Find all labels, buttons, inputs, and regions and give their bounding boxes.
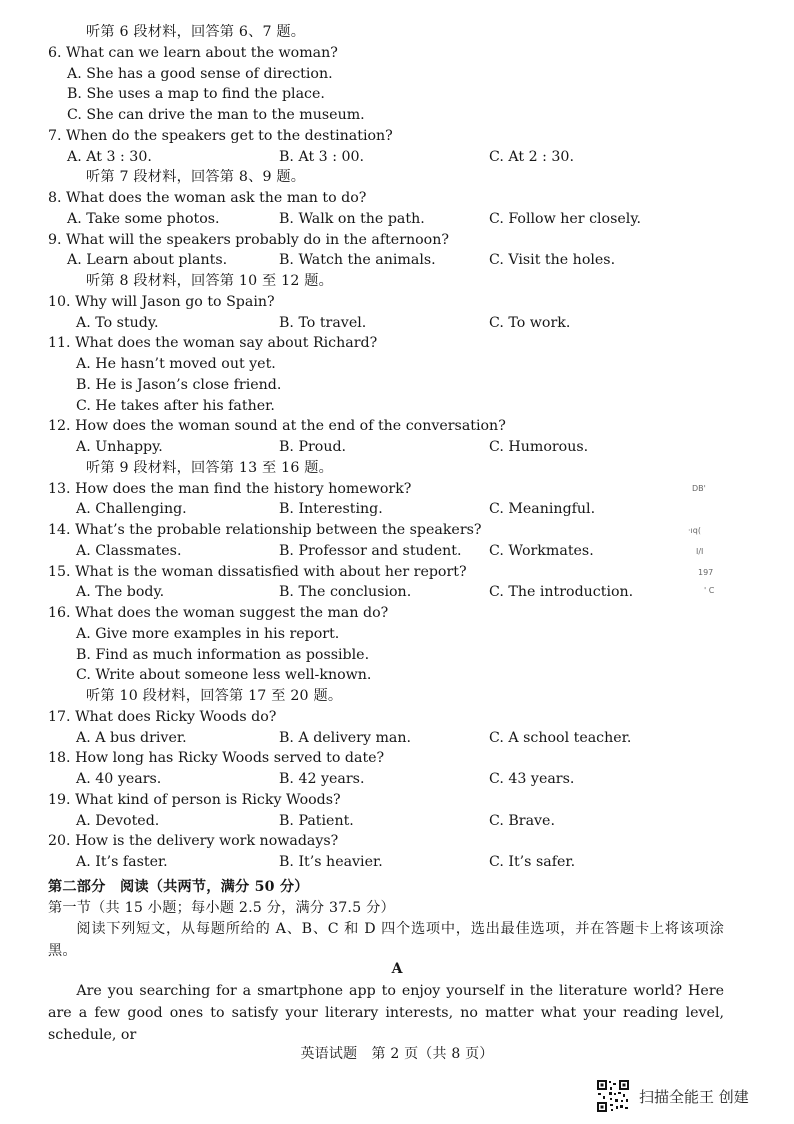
answer-option-b: B. The conclusion. bbox=[279, 584, 412, 600]
page-footer: 英语试题 第 2 页（共 8 页） bbox=[300, 1046, 494, 1062]
answer-option-a: A. Challenging. bbox=[76, 501, 187, 517]
answer-option: A. She has a good sense of direction. bbox=[67, 66, 333, 82]
answer-option-b: B. Interesting. bbox=[279, 501, 383, 517]
answer-option-c: C. A school teacher. bbox=[489, 730, 632, 746]
passage-text: Are you searching for a smartphone app to enjoy yourself in the literature world? Here are a few good ones to satisfy your literary interests, no matter what your reading level, schedule, or bbox=[48, 983, 724, 1043]
question-stem: 8. What does the woman ask the man to do? bbox=[48, 190, 367, 206]
answer-option-c: C. Brave. bbox=[489, 813, 555, 829]
answer-option-a: A. Devoted. bbox=[76, 813, 160, 829]
answer-option-a: A. It’s faster. bbox=[76, 854, 168, 870]
answer-option: A. Give more examples in his report. bbox=[76, 626, 340, 642]
answer-option-b: B. Watch the animals. bbox=[279, 252, 436, 268]
answer-option-a: A. 40 years. bbox=[76, 771, 162, 787]
section-one-title: 第一节（共 15 小题；每小题 2.5 分，满分 37.5 分） bbox=[48, 900, 395, 916]
passage-label: A bbox=[391, 961, 403, 977]
answer-option-b: B. Walk on the path. bbox=[279, 211, 425, 227]
question-stem: 7. When do the speakers get to the destination? bbox=[48, 128, 393, 144]
answer-option: A. He hasn’t moved out yet. bbox=[76, 356, 276, 372]
question-stem: 20. How is the delivery work nowadays? bbox=[48, 833, 339, 849]
question-stem: 9. What will the speakers probably do in the afternoon? bbox=[48, 232, 449, 248]
margin-mark: ·ıq( bbox=[688, 526, 701, 535]
answer-option-c: C. At 2 : 30. bbox=[489, 149, 574, 165]
answer-option-b: B. Proud. bbox=[279, 439, 347, 455]
section-instruction: 听第 10 段材料，回答第 17 至 20 题。 bbox=[86, 688, 343, 704]
scanner-label: 扫描全能王 创建 bbox=[639, 1087, 749, 1106]
answer-option-a: A. The body. bbox=[76, 584, 165, 600]
answer-option-b: B. A delivery man. bbox=[279, 730, 412, 746]
section-instruction: 听第 9 段材料，回答第 13 至 16 题。 bbox=[86, 460, 334, 476]
answer-option-b: B. At 3 : 00. bbox=[279, 149, 365, 165]
answer-option-c: C. To work. bbox=[489, 315, 571, 331]
section-instruction: 听第 8 段材料，回答第 10 至 12 题。 bbox=[86, 273, 334, 289]
question-stem: 11. What does the woman say about Richard? bbox=[48, 335, 378, 351]
margin-mark: ' C bbox=[704, 586, 715, 595]
answer-option-a: A. A bus driver. bbox=[76, 730, 187, 746]
question-stem: 18. How long has Ricky Woods served to date? bbox=[48, 750, 385, 766]
question-stem: 19. What kind of person is Ricky Woods? bbox=[48, 792, 341, 808]
reading-instruction: 阅读下列短文，从每题所给的 A、B、C 和 D 四个选项中，选出最佳选项，并在答题卡上将该项涂黑。 bbox=[48, 921, 724, 959]
answer-option-c: C. It’s safer. bbox=[489, 854, 576, 870]
answer-option-c: C. The introduction. bbox=[489, 584, 634, 600]
answer-option-c: C. Workmates. bbox=[489, 543, 594, 559]
answer-option-c: C. Visit the holes. bbox=[489, 252, 616, 268]
margin-mark: 197 bbox=[698, 568, 714, 577]
margin-mark: DB' bbox=[692, 484, 706, 493]
answer-option: C. Write about someone less well-known. bbox=[76, 667, 372, 683]
answer-option: C. She can drive the man to the museum. bbox=[67, 107, 365, 123]
question-stem: 12. How does the woman sound at the end of the conversation? bbox=[48, 418, 506, 434]
answer-option-b: B. Professor and student. bbox=[279, 543, 462, 559]
answer-option-a: A. At 3 : 30. bbox=[67, 149, 152, 165]
section-instruction: 听第 7 段材料，回答第 8、9 题。 bbox=[86, 169, 306, 185]
question-stem: 10. Why will Jason go to Spain? bbox=[48, 294, 275, 310]
answer-option-a: A. Take some photos. bbox=[67, 211, 220, 227]
answer-option-a: A. Unhappy. bbox=[76, 439, 163, 455]
section-instruction: 听第 6 段材料，回答第 6、7 题。 bbox=[86, 24, 306, 40]
question-stem: 14. What’s the probable relationship between the speakers? bbox=[48, 522, 482, 538]
question-stem: 15. What is the woman dissatisfied with about her report? bbox=[48, 564, 467, 580]
answer-option-c: C. Humorous. bbox=[489, 439, 589, 455]
question-stem: 6. What can we learn about the woman? bbox=[48, 45, 338, 61]
answer-option-b: B. Patient. bbox=[279, 813, 354, 829]
answer-option-a: A. To study. bbox=[76, 315, 159, 331]
question-stem: 13. How does the man find the history homework? bbox=[48, 481, 412, 497]
answer-option-a: A. Learn about plants. bbox=[67, 252, 228, 268]
qr-code-icon bbox=[596, 1079, 630, 1113]
answer-option-c: C. 43 years. bbox=[489, 771, 575, 787]
answer-option-c: C. Follow her closely. bbox=[489, 211, 641, 227]
answer-option: B. He is Jason’s close friend. bbox=[76, 377, 282, 393]
answer-option: B. Find as much information as possible. bbox=[76, 647, 370, 663]
answer-option-a: A. Classmates. bbox=[76, 543, 182, 559]
answer-option: B. She uses a map to find the place. bbox=[67, 86, 325, 102]
scanner-watermark bbox=[596, 1078, 749, 1114]
answer-option-b: B. To travel. bbox=[279, 315, 367, 331]
answer-option-b: B. It’s heavier. bbox=[279, 854, 383, 870]
question-stem: 16. What does the woman suggest the man do? bbox=[48, 605, 389, 621]
question-stem: 17. What does Ricky Woods do? bbox=[48, 709, 277, 725]
answer-option: C. He takes after his father. bbox=[76, 398, 275, 414]
answer-option-c: C. Meaningful. bbox=[489, 501, 596, 517]
answer-option-b: B. 42 years. bbox=[279, 771, 365, 787]
part-two-title: 第二部分 阅读（共两节，满分 50 分） bbox=[48, 879, 309, 895]
margin-mark: I/I bbox=[696, 547, 704, 556]
